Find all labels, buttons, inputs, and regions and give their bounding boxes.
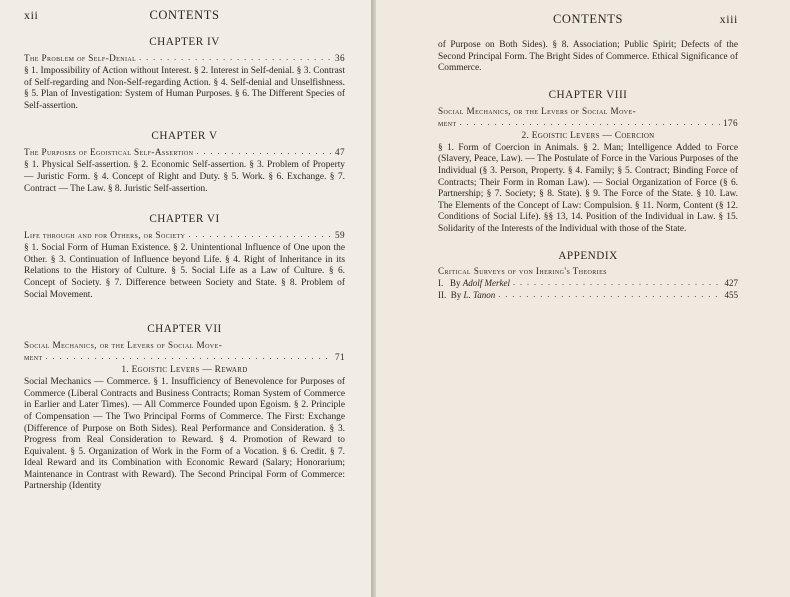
chapter-iv-heading: CHAPTER IV [149, 36, 220, 48]
chapter-viii-title-line2: ment [438, 117, 457, 128]
appendix-entry-prefix: By [450, 277, 461, 288]
chapter-vii-title-line1: Social Mechanics, or the Levers of Social Move- [24, 340, 223, 351]
chapter-iv-title-text: The Problem of Self-Denial [24, 53, 137, 63]
chapter-vii-title-line2: ment [24, 352, 43, 363]
chapter-viii-page: 176 [723, 117, 738, 128]
appendix-entry-prefix: By [450, 289, 462, 300]
chapter-vi-heading: CHAPTER VI [149, 213, 220, 226]
chapter-viii-subheading: 2. Egoistic Levers — Coercion [521, 130, 655, 141]
chapter-iv-title[interactable] [24, 52, 345, 64]
appendix-entry-page: 427 [724, 277, 738, 288]
right-running-title: CONTENTS [552, 12, 624, 26]
chapter-v-heading: CHAPTER V [151, 130, 218, 143]
chapter-vii-subheading: 1. Egoistic Levers — Reward [121, 365, 248, 376]
left-page-number: xii [24, 8, 39, 22]
appendix-entry-author: Adolf Merkel [462, 277, 510, 288]
chapter-viii-title-line1: Social Mechanics, or the Levers of Social Move- [438, 105, 637, 116]
chapter-vii-continuation: of Purpose on Both Sides). § 8. Association; Public Spirit; Defects of the Second Principal Form. The Bright Sides of Commerce. Ethical Significance of Commerce. [438, 40, 738, 74]
appendix-subheading: Critical Surveys of von Ihering's Theories [438, 265, 607, 276]
appendix-entry-author: L. Tanon [463, 289, 496, 300]
right-running-head [438, 12, 738, 28]
chapter-viii-summary: § 1. Form of Coercion in Animals. § 2. Man; Intelligence Added to Force (Slavery, Peace, Law). — The Postulate of Force in the Various Purposes of the Individual (§ 3. Person, Property. § 4. Family; § 5. Contract; Binding Force of Contracts; Their Form in Roman Law). — Social Organization of Force (§ 6. Partnership; § 7. Society; § 8. State). § 9. The Force of the State. § 10. Law. The Elements of the Concept of Law: Compulsion. § 11. Norm, Content (§ 12. Conditions of Social Life). §§ 13, 14. Position of the Individual in Law. § 15. Solidarity of the Interests of the Individual with those of the State. [438, 142, 738, 234]
chapter-iv-page: 36 [335, 53, 345, 63]
appendix-entry-tanon[interactable] [438, 289, 738, 301]
chapter-viii-title[interactable] [438, 105, 738, 129]
chapter-vii-summary: Social Mechanics — Commerce. § 1. Insufficiency of Benevolence for Purposes of Commerce (Liberal Contracts and Business Contracts; Roman System of Commerce in Earlier and Later Times). — All Commerce Founded upon Egoism. § 2. Principle of Compensation — The Two Principal Forms of Commerce. The First: Exchange (Difference of Purpose on Both Sides). Real Performance and Consideration. § 3. Progress from Real Consideration to Reward. § 4. Promotion of Reward to Equivalent. § 5. Organization of Work in the Form of a Vocation. § 6. Credit. § 7. Ideal Reward and its Combination with Economic Reward (Salary; Honorarium; Maintenance in Contrast with Reward). The Second Principal Form of Commerce: Partnership (Identity [24, 377, 345, 492]
chapter-viii-heading: CHAPTER VIII [548, 88, 628, 101]
chapter-vi-page: 59 [335, 230, 345, 241]
chapter-iv-summary: § 1. Impossibility of Action without Interest. § 2. Interest in Self-denial. § 3. Contrast of Self-regarding and Non-Self-regarding Action. § 4. Self-denial and Unselfishness. § 5. Plan of Investigation: System of Human Purposes. § 6. The Different Species of Self-assertion. [24, 66, 345, 111]
left-running-title: CONTENTS [149, 8, 220, 22]
chapter-vi-title[interactable] [24, 229, 345, 241]
left-page [0, 0, 371, 597]
chapter-v-title-text: The Purposes of Egoistical Self-Assertion [24, 147, 194, 158]
chapter-v-page: 47 [335, 147, 345, 158]
chapter-vii-page: 71 [335, 352, 345, 363]
appendix-entry-page: 455 [724, 289, 738, 300]
appendix-entry-label: II. [438, 289, 447, 300]
left-running-head [24, 8, 345, 24]
appendix-heading: APPENDIX [558, 249, 618, 262]
chapter-v-summary: § 1. Physical Self-assertion. § 2. Economic Self-assertion. § 3. Problem of Property — Juristic Form. § 4. Concept of Right and Duty. § 5. Work. § 6. Exchange. § 7. Contract — The Law. § 8. Juristic Self-assertion. [24, 160, 345, 194]
appendix-entry-merkel[interactable] [438, 277, 738, 289]
chapter-vii-title[interactable] [24, 339, 345, 363]
right-page-number: xiii [719, 12, 738, 26]
chapter-vii-heading: CHAPTER VII [147, 323, 222, 336]
right-page [376, 0, 790, 597]
chapter-vi-title-text: Life through and for Others, or Society [24, 230, 186, 241]
appendix-entry-label: I. [438, 277, 444, 288]
chapter-v-title[interactable] [24, 146, 345, 158]
chapter-vi-summary: § 1. Social Form of Human Existence. § 2. Unintentional Influence of One upon the Other. § 3. Continuation of Influence beyond Life. § 4. Right of Inheritance in its Relations to the History of Culture. § 5. Social Life as a Law of Culture. § 6. Concept of Society. § 7. Difference between Society and State. § 8. Problem of Social Movement. [24, 243, 345, 300]
